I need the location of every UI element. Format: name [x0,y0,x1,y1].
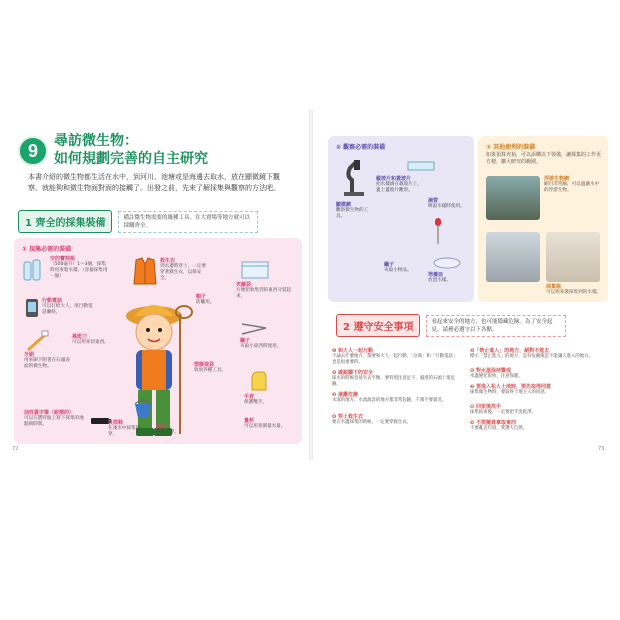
life-jacket-icon [132,256,158,286]
rule-9: ❾ 不要隨意拿取東西 不要亂丟垃圾，愛護大自然。 [470,420,528,432]
equipment-panel-tag: ① 採集必需的裝備 [22,246,72,253]
petri-dish-icon [432,256,462,270]
extra-panel-intro: 如果預算充裕，可以添購以下裝備，讓採集的工作更方便，擴大研究的範圍。 [486,152,602,165]
chapter-number-badge: 9 [18,136,48,166]
bottle-icon [22,256,48,282]
section1-heading [18,210,258,233]
rule-8: ❽ 回家後洗手 採集結束後，一定要把手洗乾淨。 [470,404,536,416]
item-measuring-cup: 量杯 可以用來測量水量。 [244,418,286,429]
section2-note: 看起來安全的地方，也可能隱藏危險。為了安全起見，請務必遵守以下各點。 [426,315,566,337]
equipment-panel [14,238,302,444]
right-page [314,114,616,454]
item-obs-tweezers: 鑷子 夾取小物品。 [384,262,412,273]
rule-7: ❼ 要進入私人土地時，要先取得同意 採集微生物時，要取得土地主人的同意。 [470,384,551,396]
section2-heading [336,314,566,337]
rule-6: ❻ 對水溫保持警戒 水溫變化很快，注意保暖。 [470,368,523,380]
section1-note: 備註微生物需要的幾種工具，在大賣場等地方就可以採購齊全。 [118,211,258,233]
chapter-intro: 本書介紹的微生物都生活在水中，到河川、池塘或是海邊去取水，放在顯微鏡下觀察，就能夠和微生物面對面的接觸了。出發之前，先來了解採集與觀察的方法吧。 [28,173,280,192]
item-phone: 行動電話 可以打給大人，用行動電話聯絡。 [42,298,93,315]
jar-photo [546,232,600,282]
left-page [4,114,308,454]
item-bottle: 空的寶特瓶 （500毫升）1～3個，採集時用來裝水樣，（容量採集用一個） [50,256,108,279]
chapter-title [54,132,208,168]
item-hat: 帽子 防曬用。 [196,294,215,305]
item-life-jacket: 救生衣 到水邊時穿上，一定要穿著救生衣，以保安全。 [160,258,206,281]
bucket-icon [132,398,154,420]
section1-title: 1 齊全的採集裝備 [18,210,112,233]
left-page-number: 72 [12,446,19,452]
ziplock-bag-icon [240,258,270,280]
item-marker: 油性簽字筆（耐擦的） 可以在寶特瓶上寫下採集的地點與時間。 [24,410,84,427]
item-plankton-net: 浮游生物網 網目非常細，可以過濾水中的浮游生物。 [544,176,600,193]
item-toothbrush: 牙刷 用來刷下附著在石頭表面的微生物。 [24,352,70,369]
extra-equipment-panel [478,136,608,302]
item-raincoat: 雨衣 下雨天穿。 [156,424,179,435]
item-slides: 載玻片和蓋玻片 把水樣滴在載玻片上，蓋上蓋玻片觀察。 [376,176,422,193]
rule-2: ❷ 確認腳下的安全 採水的時候容易失去平衡，要特別注意足下，濕滑的石頭上很危險。 [332,370,455,388]
item-plastic-bag: 塑膠提袋 收放各種工具。 [194,362,227,373]
item-boots: 長筒鞋 在淺水中採集時穿。 [108,420,141,437]
section2-title: 2 遵守安全事項 [336,314,420,337]
chapter-title-line1: 尋訪微生物： [54,133,138,149]
rule-4: ❹ 穿上救生衣 要在水邊採集的時候，一定要穿救生衣。 [332,414,412,426]
item-tweezers: 鑷子 夾取小東西時使用。 [240,338,282,349]
tweezers-icon [240,322,268,336]
item-petri-dish: 培養皿 放置水樣。 [428,272,451,283]
item-collection-jar: 採集瓶 可以用來裝採集到的水樣。 [546,284,602,295]
item-gloves: 手套 保護雙手。 [244,394,267,405]
gloves-icon [248,370,276,392]
page-gutter [309,110,313,460]
observation-panel [328,136,474,302]
toothbrush-icon [26,330,50,352]
net-photo [486,232,540,282]
observation-panel-tag: ② 觀察必需的裝備 [336,144,386,151]
rule-3: ❸ 遠離危險 水深的地方、水流湍急的地方都非常危險，千萬不要靠近。 [332,392,447,404]
rule-1: ❶ 和大人一起行動 不論去什麼地方，都要和大人一起行動，「洽商」和「行動電話」也是很重要的。 [332,348,458,366]
river-photo [486,176,540,220]
slide-icon [406,158,436,174]
kid-explorer-illustration [110,294,200,440]
item-ziplock-bag: 夾鏈袋 方便把收集到的東西分裝起來。 [236,282,292,299]
item-knife: 萬能刀 可以用來切東西。 [72,334,109,345]
microscope-icon [338,158,368,198]
chapter-title-line2: 如何規劃完善的自主研究 [54,151,208,167]
right-page-number: 73 [598,446,605,452]
item-microscope: 顯微鏡 觀察微生物的工具。 [336,202,369,219]
phone-icon [24,298,40,318]
rule-5: ❺「禁止進入」的地方，絕對不能去 標示「禁止進入」的地方，是有危險或是不能讓人進入的地方。 [470,348,593,360]
item-dropper: 滴管 吸取水樣時使用。 [428,198,465,209]
extra-panel-tag: ③ 其他便利的裝備 [486,144,536,151]
dropper-icon [432,216,444,246]
